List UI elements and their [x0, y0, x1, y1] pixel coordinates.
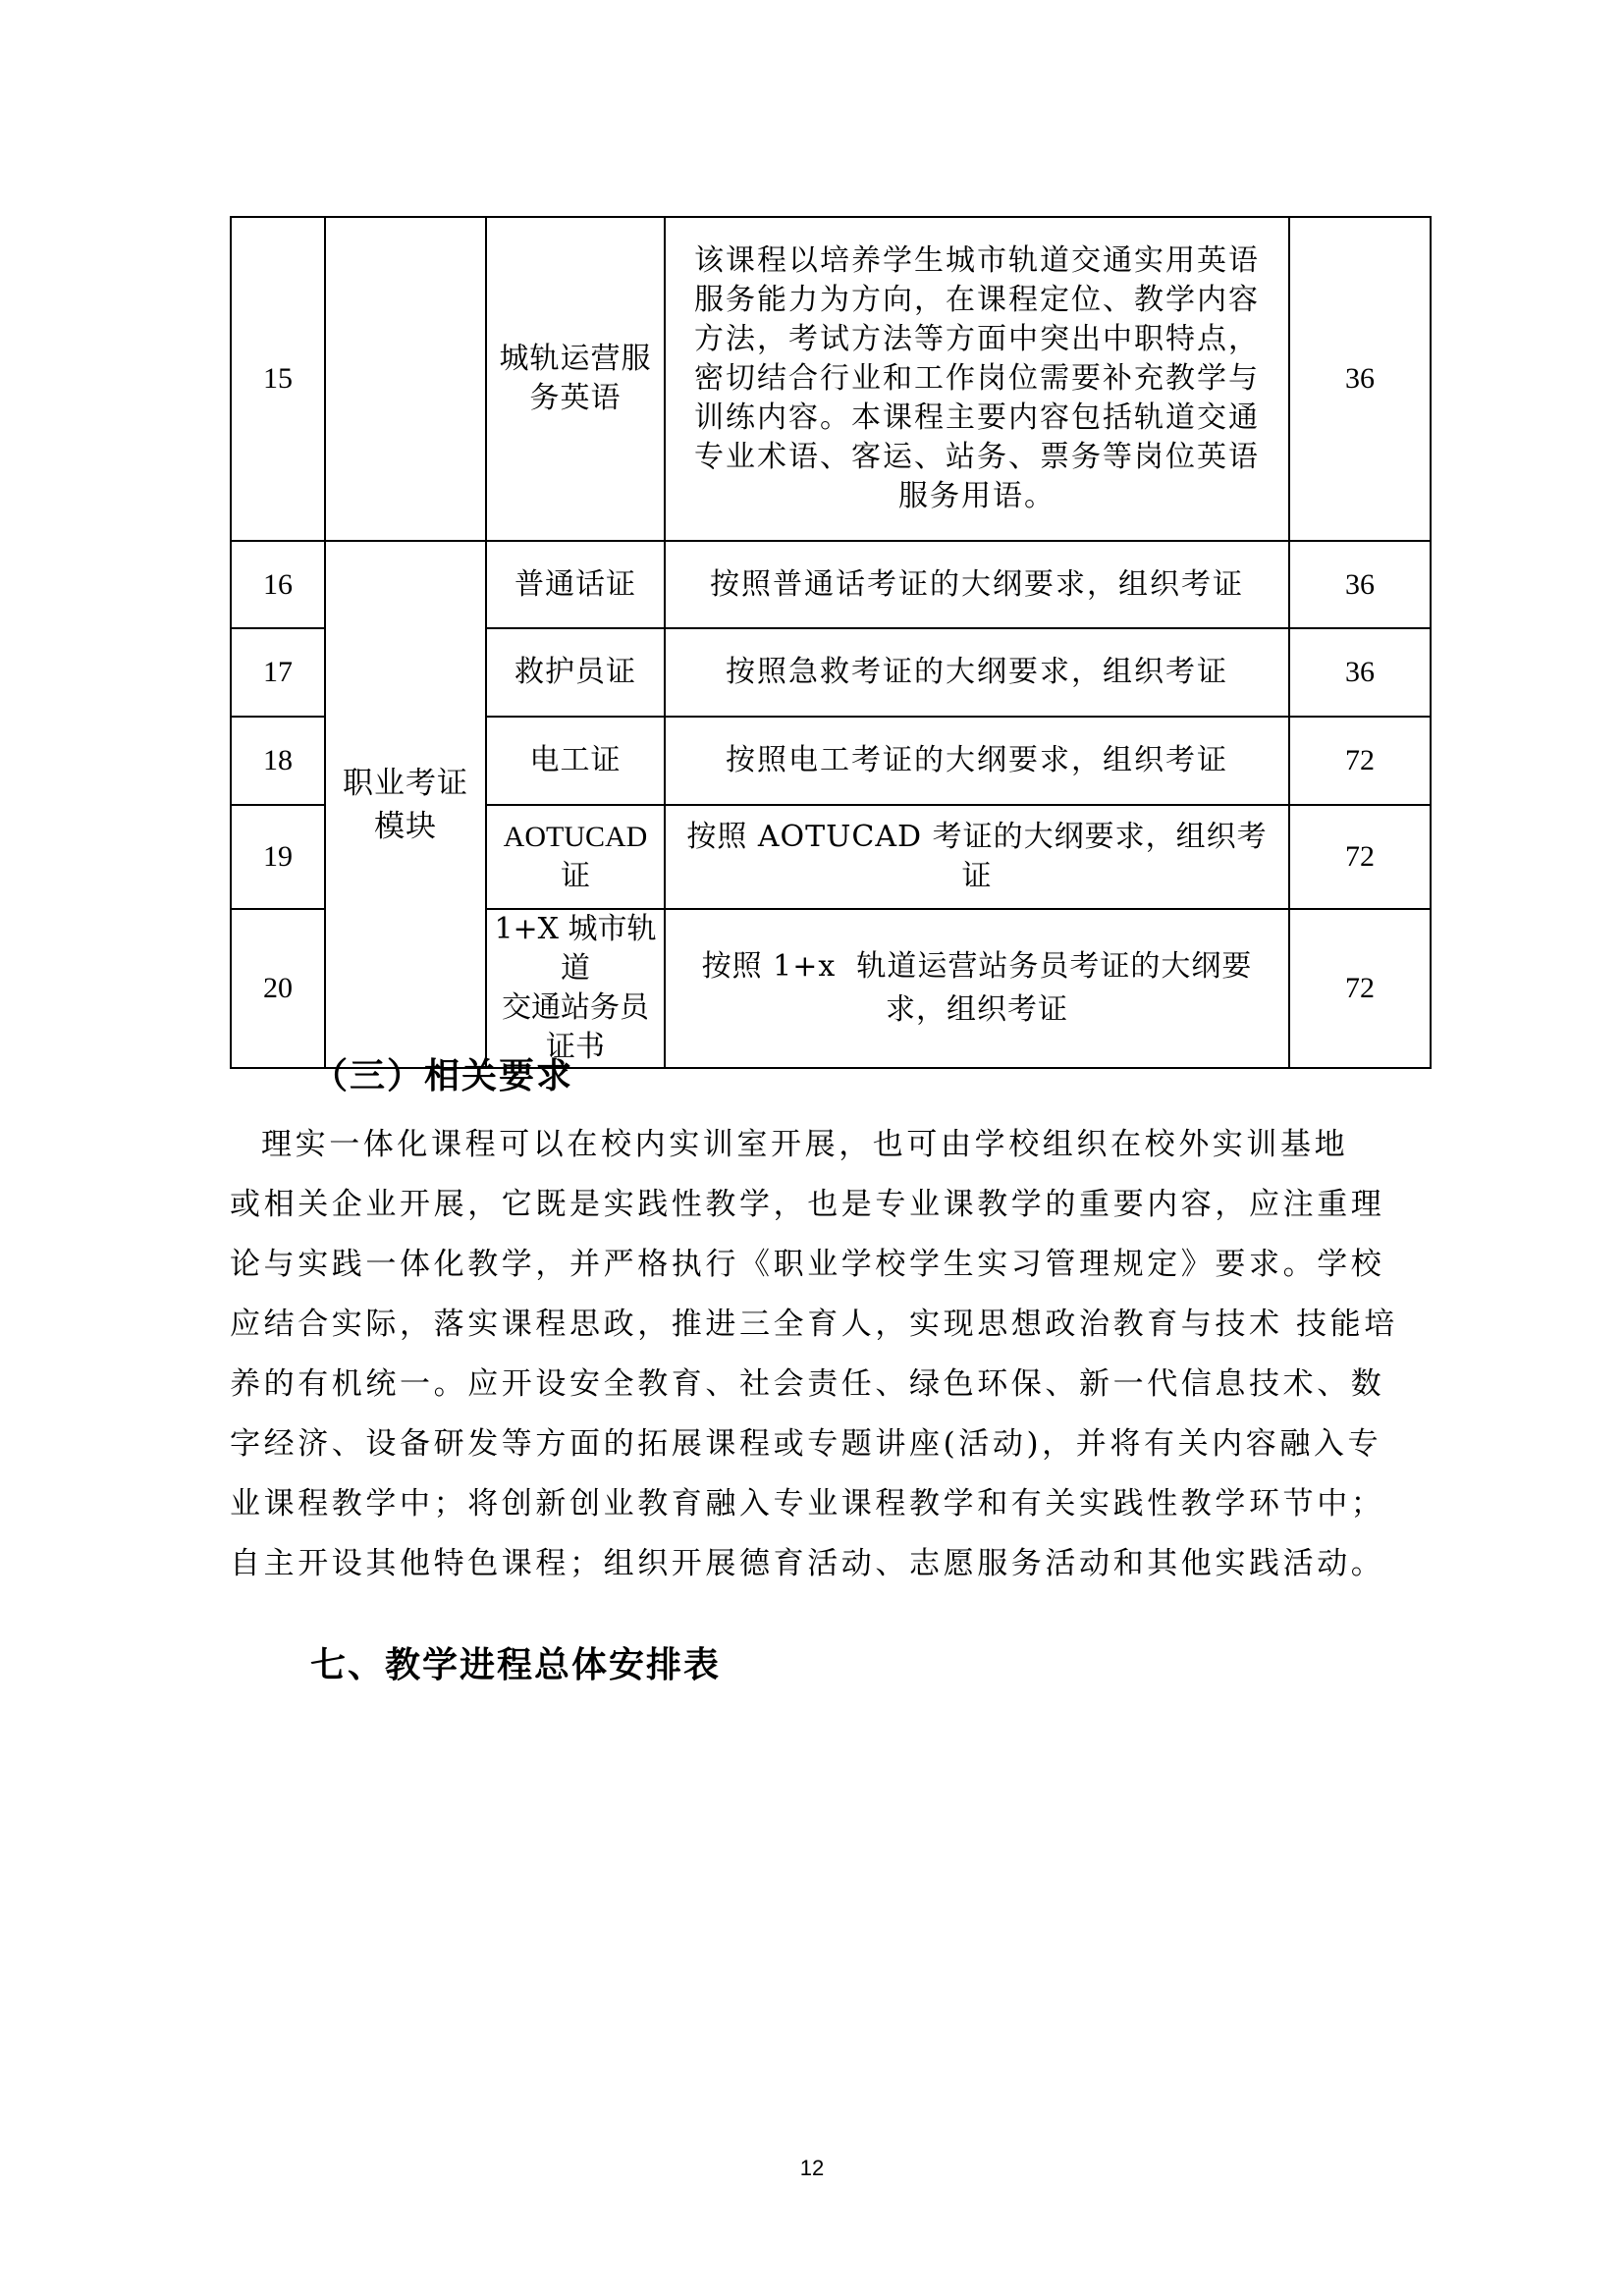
course-hours: 72 — [1289, 909, 1431, 1068]
course-hours: 36 — [1289, 628, 1431, 717]
course-name: 1+X 城市轨道 交通站务员 证书 — [486, 909, 665, 1068]
paragraph-line: 业课程教学中；将创新创业教育融入专业课程教学和有关实践性教学环节中； — [230, 1486, 1385, 1522]
course-name: 城轨运营服 务英语 — [486, 217, 665, 541]
table-row — [231, 541, 1431, 628]
paragraph-line: 理实一体化课程可以在校内实训室开展，也可由学校组织在校外实训基地 — [261, 1127, 1349, 1162]
page-number: 12 — [799, 2156, 825, 2180]
course-name: AOTUCAD 证 — [486, 805, 665, 909]
course-name: 救护员证 — [486, 628, 665, 717]
row-number: 16 — [231, 541, 325, 628]
module-cell: 职业考证 模块 — [325, 541, 486, 1068]
row-number: 17 — [231, 628, 325, 717]
module-cell — [325, 217, 486, 541]
course-description: 按照 AOTUCAD 考证的大纲要求，组织考证 — [665, 805, 1289, 909]
row-number: 15 — [231, 217, 325, 541]
paragraph-line: 论与实践一体化教学，并严格执行《职业学校学生实习管理规定》要求。学校 — [230, 1247, 1385, 1282]
course-description: 按照电工考证的大纲要求，组织考证 — [665, 717, 1289, 805]
paragraph-line: 自主开设其他特色课程；组织开展德育活动、志愿服务活动和其他实践活动。 — [230, 1546, 1385, 1581]
paragraph-line: 养的有机统一。应开设安全教育、社会责任、绿色环保、新一代信息技术、数 — [230, 1366, 1385, 1402]
paragraph-line: 或相关企业开展，它既是实践性教学，也是专业课教学的重要内容，应注重理 — [230, 1187, 1385, 1222]
paragraph-line: 应结合实际，落实课程思政，推进三全育人，实现思想政治教育与技术 技能培 — [230, 1307, 1398, 1342]
course-hours: 36 — [1289, 541, 1431, 628]
course-hours: 72 — [1289, 717, 1431, 805]
course-description: 按照 1+x 轨道运营站务员考证的大纲要 求，组织考证 — [665, 909, 1289, 1068]
course-description: 该课程以培养学生城市轨道交通实用英语 服务能力为方向，在课程定位、教学内容 方法，考试方法等方面中突出中职特点， 密切结合行业和工作岗位需要补充教学与 训练内容。本课程主要内容包括轨道交通 专业术语、客运、站务、票务等岗位英语 服务用语。 — [665, 217, 1289, 541]
course-name: 电工证 — [486, 717, 665, 805]
course-table — [230, 216, 1432, 1069]
course-hours: 36 — [1289, 217, 1431, 541]
section-heading: 七、教学进程总体安排表 — [310, 1645, 722, 1685]
course-description: 按照普通话考证的大纲要求，组织考证 — [665, 541, 1289, 628]
row-number: 20 — [231, 909, 325, 1068]
course-hours: 72 — [1289, 805, 1431, 909]
course-name: 普通话证 — [486, 541, 665, 628]
table-row — [231, 217, 1431, 541]
paragraph-line: 字经济、设备研发等方面的拓展课程或专题讲座(活动)，并将有关内容融入专 — [230, 1426, 1382, 1462]
requirements-paragraph — [230, 1115, 1408, 1594]
sub-heading: （三）相关要求 — [312, 1056, 574, 1096]
row-number: 18 — [231, 717, 325, 805]
row-number: 19 — [231, 805, 325, 909]
course-description: 按照急救考证的大纲要求，组织考证 — [665, 628, 1289, 717]
